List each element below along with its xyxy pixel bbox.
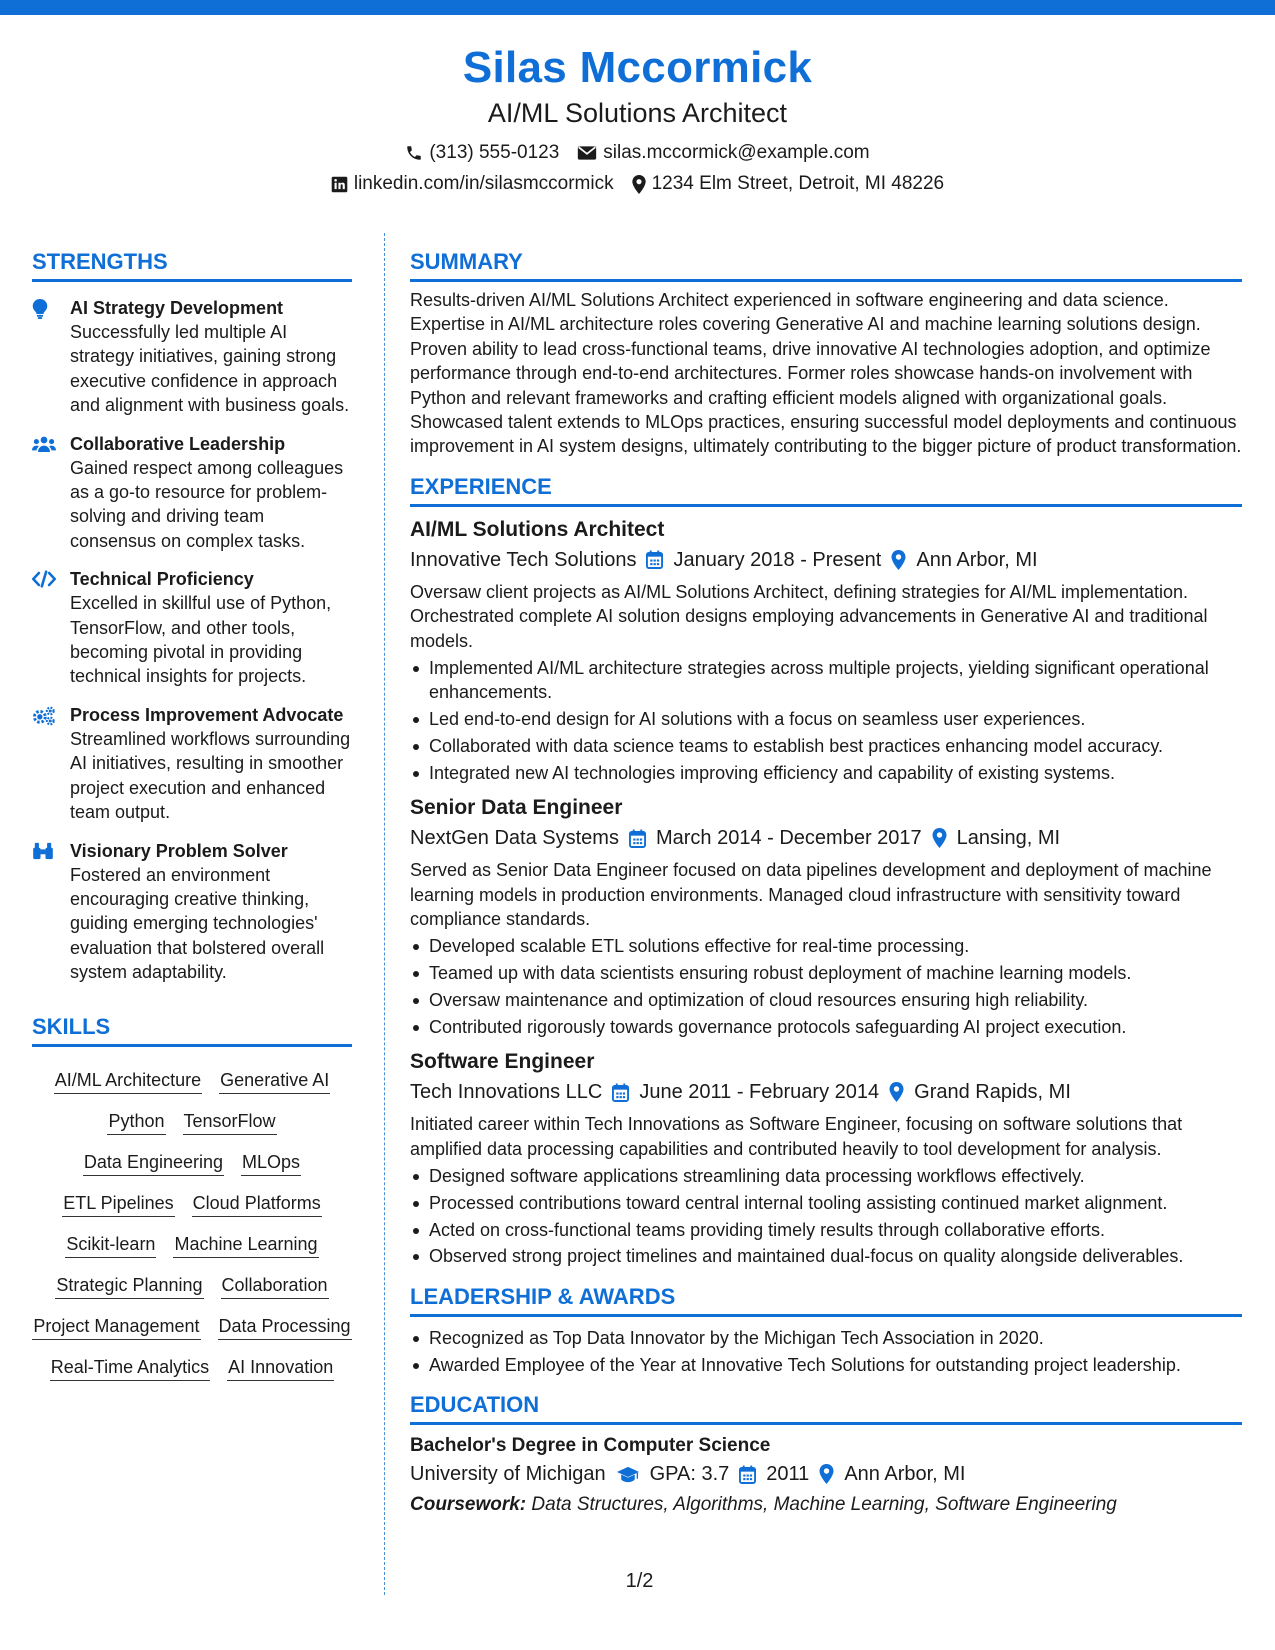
bullet-item: Processed contributions toward central internal tooling assisting continued market alignment. [410,1191,1242,1215]
bullet-item: Acted on cross-functional teams providing timely results through collaborative efforts. [410,1218,1242,1242]
leadership-bullets [410,1326,1242,1377]
coursework-list: Data Structures, Algorithms, Machine Learning, Software Engineering [531,1494,1117,1516]
users-icon [32,435,56,453]
candidate-name: Silas Mccormick [462,43,813,92]
skills-list [32,1053,352,1381]
linkedin-icon [331,176,348,193]
skill-tag: ETL Pipelines [62,1187,174,1217]
phone-text: (313) 555-0123 [429,142,560,163]
job-entry [410,515,1242,785]
job-location: Grand Rapids, MI [914,1081,1071,1104]
strength-item [32,703,352,825]
address-contact [632,171,945,197]
strength-desc: Excelled in skillful use of Python, TensorFlow, and other tools, becoming pivotal in providing technical insights for projects. [70,593,332,687]
email-contact[interactable] [577,140,869,166]
contact-row-2 [0,171,1275,197]
job-meta [410,1078,1242,1106]
linkedin-contact[interactable] [331,171,614,197]
skill-tag: Data Processing [218,1310,352,1340]
job-description: Oversaw client projects as AI/ML Solutions Architect, defining strategies for AI/ML implementation. Orchestrated complete AI solution designs employing advancements in Generative AI and traditional models. [410,581,1208,651]
map-pin-icon [889,1082,904,1102]
strength-name: AI Strategy Development [70,298,284,318]
map-pin-icon [932,828,947,848]
summary-text: Results-driven AI/ML Solutions Architect experienced in software engineering and data science. Expertise in AI/ML architecture roles covering Generative AI and machine learning solutions design. Proven ability to lead cross-functional teams, drive innovative AI technologies adoption, and optimize performance through end-to-end architectures. Former roles showcase hands-on involvement with Python and relevant frameworks and crafting efficient models aligned with organizational goals. Showcased talent extends to MLOps practices, ensuring successful model deployments and continuous improvement in AI system designs, ultimately contributing to the bigger picture of product transformation. [410,290,1242,457]
calendar-icon [739,1465,756,1484]
calendar-icon [646,550,663,569]
skill-tag: Machine Learning [173,1228,318,1258]
job-entry [410,793,1242,1039]
envelope-icon [577,145,597,161]
gears-icon [32,706,56,726]
skill-tag: Real-Time Analytics [50,1351,210,1381]
company-name: NextGen Data Systems [410,827,619,850]
skill-tag: Generative AI [219,1064,330,1094]
company-name: Innovative Tech Solutions [410,548,637,571]
degree-title: Bachelor's Degree in Computer Science [410,1435,771,1457]
top-accent-bar [0,0,1275,15]
job-dates: March 2014 - December 2017 [655,827,922,850]
skill-tag: Project Management [32,1310,200,1340]
left-column [32,248,352,1381]
strength-item [32,567,352,689]
strength-name: Process Improvement Advocate [70,704,344,725]
coursework-label: Coursework: [410,1494,527,1516]
right-column [410,248,1242,1518]
bullet-item: Recognized as Top Data Innovator by the Michigan Tech Association in 2020. [410,1326,1242,1350]
bullet-item: Implemented AI/ML architecture strategies across multiple projects, yielding significant operational enhancements. [410,656,1242,705]
email-text[interactable]: silas.mccormick@example.com [603,142,870,163]
resume-header [0,42,1275,197]
strengths-heading: STRENGTHS [32,248,352,282]
strength-item [32,296,352,418]
phone-icon [405,144,423,162]
skill-tag: TensorFlow [183,1105,277,1135]
skill-tag: Scikit-learn [65,1228,156,1258]
binoculars-icon [32,842,54,860]
school-name: University of Michigan [410,1463,606,1486]
page-number [0,1570,1275,1593]
job-meta [410,824,1242,852]
bullet-item: Oversaw maintenance and optimization of cloud resources ensuring high reliability. [410,988,1242,1012]
job-bullets [410,1164,1242,1269]
skill-tag: Python [107,1105,165,1135]
job-location: Ann Arbor, MI [916,548,1038,571]
job-location: Lansing, MI [956,827,1061,850]
job-bullets [410,934,1242,1039]
code-icon [32,570,56,588]
strength-item [32,432,352,554]
skill-tag: AI/ML Architecture [54,1064,202,1094]
skill-tag: AI Innovation [227,1351,334,1381]
strength-desc: Gained respect among colleagues as a go-to resource for problem-solving and driving team consensus on complex tasks. [70,457,344,551]
bullet-item: Teamed up with data scientists ensuring robust deployment of machine learning models. [410,961,1242,985]
strength-name: Visionary Problem Solver [70,840,288,861]
leadership-heading: LEADERSHIP & AWARDS [410,1283,1242,1317]
graduation-cap-icon [616,1466,640,1483]
job-dates: June 2011 - February 2014 [639,1081,880,1104]
education-heading: EDUCATION [410,1391,1242,1425]
bullet-item: Led end-to-end design for AI solutions with a focus on seamless user experiences. [410,707,1242,731]
job-description: Initiated career within Tech Innovations as Software Engineer, focusing on software solutions that amplified data processing capabilities and contributed heavily to tool development for analysis. [410,1114,1183,1159]
gpa: GPA: 3.7 [649,1463,730,1486]
summary-heading: SUMMARY [410,248,1242,282]
strength-desc: Streamlined workflows surrounding AI initiatives, resulting in smoother project execution and enhanced team output. [70,728,351,823]
job-title: AI/ML Solutions Architect [410,517,665,541]
lightbulb-icon [32,299,48,319]
coursework [410,1491,1242,1518]
candidate-title: AI/ML Solutions Architect [487,98,788,128]
skills-section [32,1013,352,1381]
company-name: Tech Innovations LLC [410,1081,603,1104]
school-location: Ann Arbor, MI [844,1463,966,1486]
bullet-item: Developed scalable ETL solutions effective for real-time processing. [410,934,1242,958]
address-text: 1234 Elm Street, Detroit, MI 48226 [651,173,945,194]
phone-contact [405,140,559,166]
job-dates: January 2018 - Present [673,548,882,571]
bullet-item: Collaborated with data science teams to establish best practices enhancing model accuracy. [410,734,1242,758]
strengths-list [32,296,352,985]
skill-tag: Cloud Platforms [192,1187,322,1217]
contact-row-1 [0,140,1275,166]
strength-name: Collaborative Leadership [70,433,286,454]
calendar-icon [612,1083,629,1102]
job-bullets [410,656,1242,785]
linkedin-text[interactable]: linkedin.com/in/silasmccormick [353,173,614,194]
job-meta [410,546,1242,574]
bullet-item: Contributed rigorously towards governance protocols safeguarding AI project execution. [410,1015,1242,1039]
map-pin-icon [891,550,906,570]
column-divider [384,233,385,1595]
job-description: Served as Senior Data Engineer focused on data pipelines development and deployment of machine learning models in production environments. Managed cloud infrastructure with sensitivity toward compliance standards. [410,860,1212,930]
bullet-item: Designed software applications streamlining data processing workflows effectively. [410,1164,1242,1188]
strength-item [32,839,352,985]
map-pin-icon [632,175,646,194]
job-title: Senior Data Engineer [410,796,623,820]
education-meta [410,1460,1242,1488]
skill-tag: Strategic Planning [55,1269,203,1299]
job-entry [410,1047,1242,1269]
skill-tag: MLOps [241,1146,301,1176]
skills-heading: SKILLS [32,1013,352,1047]
strength-desc: Successfully led multiple AI strategy initiatives, gaining strong executive confidence in approach and alignment with business goals. [70,322,350,416]
bullet-item: Observed strong project timelines and maintained dual-focus on quality alongside deliverables. [410,1244,1242,1268]
experience-heading: EXPERIENCE [410,473,1242,507]
skill-tag: Collaboration [221,1269,329,1299]
strength-desc: Fostered an environment encouraging creative thinking, guiding emerging technologies' evaluation that bolstered overall system adaptability. [70,864,325,983]
bullet-item: Integrated new AI technologies improving efficiency and capability of existing systems. [410,761,1242,785]
strength-name: Technical Proficiency [70,569,254,590]
calendar-icon [629,829,646,848]
job-title: Software Engineer [410,1050,595,1074]
graduation-year: 2011 [766,1463,810,1486]
page-number-text: 1/2 [625,1570,654,1592]
bullet-item: Awarded Employee of the Year at Innovative Tech Solutions for outstanding project leadership. [410,1353,1242,1377]
skill-tag: Data Engineering [83,1146,224,1176]
map-pin-icon [819,1464,834,1484]
